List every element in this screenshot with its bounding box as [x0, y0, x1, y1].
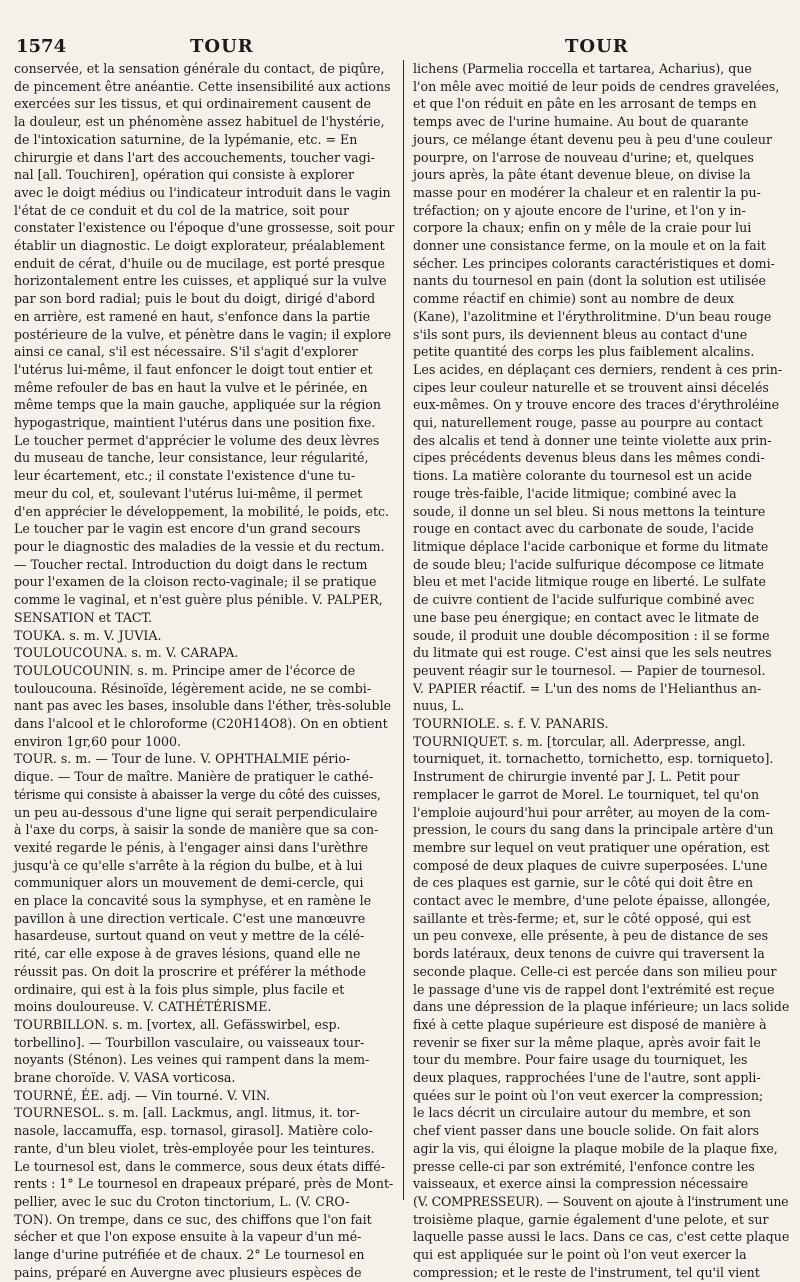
text-line: contact avec le membre, d'une pelote épaisse, allongée,	[413, 893, 771, 909]
text-line: (V. COMPRESSEUR). — Souvent on ajoute à l'instrument une	[413, 1194, 789, 1209]
text-line: ordinaire, qui est à la fois plus simple, plus facile et	[14, 981, 345, 997]
text-line: vaisseaux, et exerce ainsi la compression nécessaire	[413, 1176, 749, 1192]
text-line: rents : 1° Le tournesol en drapeaux préparé, près de Mont-	[14, 1176, 394, 1192]
text-line: vexité regarde le pénis, à l'engager ainsi dans l'urèthre	[14, 839, 369, 855]
text-line: SENSATION et TACT.	[14, 609, 153, 625]
text-line: de ces plaques est garnie, sur le côté qui doit être en	[413, 875, 754, 891]
text-line: rouge en contact avec du carbonate de soude, l'acide	[413, 521, 754, 537]
text-line: TOURNESOL. s. m. [all. Lackmus, angl. litmus, it. tor-	[14, 1105, 360, 1121]
text-line: l'utérus lui-même, il faut enfoncer le doigt tout entier et	[14, 361, 373, 377]
text-line: en place la concavité sous la symphyse, et en ramène le	[14, 893, 372, 909]
text-line: avec le doigt médius ou l'indicateur introduit dans le vagin	[14, 184, 391, 200]
text-line: Instrument de chirurgie inventé par J. L. Petit pour	[413, 769, 740, 785]
text-line: une base peu énergique; en contact avec le litmate de	[413, 609, 760, 625]
text-line: torbellino]. — Tourbillon vasculaire, ou vaisseaux tour-	[14, 1034, 365, 1050]
text-line: à l'axe du corps, à saisir la sonde de manière que sa con-	[14, 822, 379, 838]
text-line: peuvent réagir sur le tournesol. — Papier de tournesol.	[413, 662, 766, 678]
text-line: par son bord radial; puis le bout du doigt, dirigé d'abord	[14, 291, 376, 307]
text-line: soude, il donne un sel bleu. Si nous mettons la teinture	[413, 503, 766, 519]
text-line: brane choroïde. V. VASA vorticosa.	[14, 1070, 236, 1086]
text-line: le passage d'une vis de rappel dont l'extrémité est reçue	[413, 981, 775, 997]
text-line: pression, le cours du sang dans la principale artère d'un	[413, 822, 774, 838]
text-line: saillante et très-ferme; et, sur le côté opposé, qui est	[413, 910, 751, 926]
text-line: constater l'existence ou l'époque d'une grossesse, soit pour	[14, 220, 395, 236]
text-line: d'en apprécier le développement, la mobilité, le poids, etc.	[14, 503, 390, 519]
text-line: du museau de tanche, leur consistance, leur régularité,	[14, 450, 369, 466]
text-line: TOURNIQUET. s. m. [torcular, all. Aderpresse, angl.	[413, 733, 746, 749]
text-line: troisième plaque, garnie également d'une pelote, et sur	[413, 1211, 769, 1227]
text-line: et que l'on réduit en pâte en les arrosant de temps en	[413, 96, 757, 112]
text-line: TOURBILLON. s. m. [vortex, all. Gefässwirbel, esp.	[14, 1016, 341, 1032]
text-line: agir la vis, qui éloigne la plaque mobile de la plaque fixe,	[413, 1140, 778, 1156]
text-line: de soude bleu; l'acide sulfurique décompose ce litmate	[413, 556, 764, 572]
text-line: remplacer le garrot de Morel. Le tourniquet, tel qu'on	[413, 786, 760, 802]
text-line: bleu et met l'acide litmique rouge en liberté. Le sulfate	[413, 574, 766, 590]
text-line: tourniquet, it. tornachetto, tornichetto, esp. torniqueto].	[413, 751, 774, 767]
text-line: pavillon à une direction verticale. C'est une manœuvre	[14, 910, 366, 926]
text-line: horizontalement entre les cuisses, et appliqué sur la vulve	[14, 273, 387, 289]
text-line: jusqu'à ce qu'elle s'arrête à la région du bulbe, et à lui	[14, 857, 363, 873]
text-line: meur du col, et, soulevant l'utérus lui-même, il permet	[14, 485, 363, 501]
text-line: moins douloureuse. V. CATHÉTÉRISME.	[14, 999, 272, 1015]
text-line: Le toucher permet d'apprécier le volume des deux lèvres	[14, 432, 380, 448]
text-line: dans l'alcool et le chloroforme (C20H14O8). On en obtient	[14, 716, 388, 732]
text-line: lange d'urine putréfiée et de chaux. 2° Le tournesol en	[14, 1247, 365, 1263]
text-line: leur écartement, etc.; il constate l'existence d'une tu-	[14, 468, 356, 484]
text-line: rouge très-faible, l'acide litmique; combiné avec la	[413, 485, 737, 501]
text-line: cipes précédents devenus bleus dans les mêmes condi-	[413, 450, 765, 466]
text-line: cipes leur couleur naturelle et se trouvent ainsi décelés	[413, 379, 769, 395]
left-running-head: TOUR	[190, 36, 254, 57]
text-line: petite quantité des corps les plus faiblement alcalins.	[413, 344, 755, 360]
text-line: pourpre, on l'arrose de nouveau d'urine; et, quelques	[413, 149, 754, 165]
text-line: litmique déplace l'acide carbonique et forme du litmate	[413, 538, 769, 554]
text-line: pains, préparé en Auvergne avec plusieurs espèces de	[14, 1264, 362, 1280]
text-line: soude, il produit une double décomposition : il se forme	[413, 627, 770, 643]
text-line: TOURNÉ, ÉE. adj. — Vin tourné. V. VIN.	[14, 1087, 271, 1103]
text-line: ainsi ce canal, s'il est nécessaire. S'il s'agit d'explorer	[14, 344, 358, 360]
text-line: enduit de cérat, d'huile ou de mucilage, est porté presque	[14, 255, 385, 271]
text-line: rité, car elle expose à de graves lésions, quand elle ne	[14, 946, 361, 962]
text-line: dans une dépression de la plaque inférieure; un lacs solide	[413, 999, 790, 1015]
text-line: deux plaques, rapprochées l'une de l'autre, sont appli-	[413, 1070, 761, 1086]
text-line: de l'intoxication saturnine, de la lypémanie, etc. = En	[14, 131, 358, 147]
text-line: rante, d'un bleu violet, très-employée pour les teintures.	[14, 1140, 375, 1156]
text-line: nasole, laccamuffa, esp. tornasol, girasol]. Matière colo-	[14, 1123, 373, 1139]
text-line: le lacs décrit un circulaire autour du membre, et son	[413, 1105, 751, 1121]
text-line: pour le diagnostic des maladies de la vessie et du rectum.	[14, 538, 385, 554]
text-line: TOUKA. s. m. V. JUVIA.	[14, 627, 162, 643]
text-line: des alcalis et tend à donner une teinte violette aux prin-	[413, 432, 772, 448]
text-line: hasardeuse, surtout quand on veut y mettre de la célé-	[14, 928, 365, 944]
text-line: en arrière, est ramené en haut, s'enfonce dans la partie	[14, 308, 371, 324]
text-line: chirurgie et dans l'art des accouchements, toucher vagi-	[14, 149, 375, 165]
text-line: l'on mêle avec moitié de leur poids de cendres gravelées,	[413, 78, 780, 94]
text-line: V. PAPIER réactif. = L'un des noms de l'Helianthus an-	[413, 680, 762, 696]
text-line: (Kane), l'azolitmine et l'érythrolitmine. D'un beau rouge	[413, 308, 772, 324]
text-line: un peu au-dessous d'une ligne qui serait perpendiculaire	[14, 804, 378, 820]
text-line: — Toucher rectal. Introduction du doigt dans le rectum	[14, 556, 368, 572]
text-line: pellier, avec le suc du Croton tinctorium, L. (V. CRO-	[14, 1194, 350, 1209]
text-line: Le tournesol est, dans le commerce, sous deux états diffé-	[14, 1158, 385, 1174]
column-divider	[403, 60, 404, 1200]
text-line: sécher et que l'on expose ensuite à la vapeur d'un mé-	[14, 1229, 362, 1245]
right-column	[413, 60, 795, 1280]
text-line: sécher. Les principes colorants caractéristiques et domi-	[413, 255, 775, 271]
right-running-head: TOUR	[565, 36, 629, 57]
text-line: conservée, et la sensation générale du contact, de piqûre,	[14, 61, 385, 76]
text-line: de pincement être anéantie. Cette insensibilité aux actions	[14, 78, 391, 94]
text-line: TON). On trempe, dans ce suc, des chiffons que l'on fait	[14, 1211, 372, 1227]
text-line: du litmate qui est rouge. C'est ainsi que les sels neutres	[413, 645, 772, 661]
text-line: compression; et le reste de l'instrument, tel qu'il vient	[413, 1264, 760, 1280]
page-header	[0, 34, 800, 60]
text-line: nuus, L.	[413, 698, 465, 714]
text-line: réussit pas. On doit la proscrire et préférer la méthode	[14, 963, 366, 979]
text-line: laquelle passe aussi le lacs. Dans ce cas, c'est cette plaque	[413, 1229, 790, 1245]
text-line: membre sur lequel on veut pratiquer une opération, est	[413, 839, 770, 855]
text-line: dique. — Tour de maître. Manière de pratiquer le cathé-	[14, 769, 374, 785]
text-line: nants du tournesol en pain (dont la solution est utilisée	[413, 273, 766, 289]
text-line: postérieure de la vulve, et pénètre dans le vagin; il explore	[14, 326, 392, 342]
text-line: fixé à cette plaque supérieure est disposé de manière à	[413, 1016, 767, 1032]
text-line: TOULOUCOUNA. s. m. V. CARAPA.	[14, 645, 239, 661]
text-line: hypogastrique, maintient l'utérus dans une position fixe.	[14, 415, 376, 431]
page-number: 1574	[16, 36, 67, 57]
text-line: jours, ce mélange étant devenu peu à peu d'une couleur	[413, 131, 772, 147]
text-line: touloucouna. Résinoïde, légèrement acide, ne se combi-	[14, 680, 372, 696]
text-line: qui, naturellement rouge, passe au pourpre au contact	[413, 415, 763, 431]
text-line: donner une consistance ferme, on la moule et on la fait	[413, 238, 766, 254]
text-line: Le toucher par le vagin est encore d'un grand secours	[14, 521, 361, 537]
text-line: TOULOUCOUNIN. s. m. Principe amer de l'écorce de	[14, 662, 356, 678]
text-line: TOURNIOLE. s. f. V. PANARIS.	[413, 716, 609, 732]
text-line: comme le vaginal, et n'est guère plus pénible. V. PALPER,	[14, 592, 383, 608]
text-line: même temps que la main gauche, appliquée sur la région	[14, 397, 382, 413]
text-line: même refouler de bas en haut la vulve et le périnée, en	[14, 379, 368, 395]
text-line: établir un diagnostic. Le doigt explorateur, préalablement	[14, 238, 385, 254]
text-line: TOUR. s. m. — Tour de lune. V. OPHTHALMIE pério-	[14, 751, 351, 767]
text-line: communiquer alors un mouvement de demi-cercle, qui	[14, 875, 364, 891]
text-line: l'emploie aujourd'hui pour arrêter, au moyen de la com-	[413, 804, 770, 820]
text-line: térisme qui consiste à abaisser la verge du côté des cuisses,	[14, 786, 381, 802]
text-line: corpore la chaux; enfin on y mêle de la craie pour lui	[413, 220, 752, 236]
left-column	[14, 60, 396, 1280]
text-line: tions. La matière colorante du tournesol est un acide	[413, 468, 752, 484]
text-line: revenir se fixer sur la même plaque, après avoir fait le	[413, 1034, 761, 1050]
text-line: exercées sur les tissus, et qui ordinairement causent de	[14, 96, 371, 112]
text-line: seconde plaque. Celle-ci est percée dans son milieu pour	[413, 963, 777, 979]
text-line: l'état de ce conduit et du col de la matrice, soit pour	[14, 202, 350, 218]
text-line: presse celle-ci par son extrémité, l'enfonce contre les	[413, 1158, 755, 1174]
text-line: temps avec de l'urine humaine. Au bout de quarante	[413, 114, 749, 130]
text-line: Les acides, en déplaçant ces derniers, rendent à ces prin-	[413, 361, 783, 377]
text-line: qui est appliquée sur le point où l'on veut exercer la	[413, 1247, 747, 1263]
text-line: noyants (Sténon). Les veines qui rampent dans la mem-	[14, 1052, 370, 1068]
text-line: masse pour en modérer la chaleur et en ralentir la pu-	[413, 184, 761, 200]
text-line: chef vient passer dans une boucle solide. On fait alors	[413, 1123, 760, 1139]
text-line: eux-mêmes. On y trouve encore des traces d'érythroléine	[413, 397, 780, 413]
text-line: de cuivre contient de l'acide sulfurique combiné avec	[413, 592, 755, 608]
text-line: s'ils sont purs, ils deviennent bleus au contact d'une	[413, 326, 748, 342]
text-line: pour l'examen de la cloison recto-vaginale; il se pratique	[14, 574, 377, 590]
text-line: bords latéraux, deux tenons de cuivre qui traversent la	[413, 946, 765, 962]
text-line: environ 1gr,60 pour 1000.	[14, 733, 181, 749]
text-line: jours après, la pâte étant devenue bleue, on divise la	[413, 167, 751, 183]
text-line: nant pas avec les bases, insoluble dans l'éther, très-soluble	[14, 698, 392, 714]
text-line: un peu convexe, elle présente, à peu de distance de ses	[413, 928, 769, 944]
text-line: comme réactif en chimie) sont au nombre de deux	[413, 291, 735, 307]
text-line: lichens (Parmelia roccella et tartarea, Acharius), que	[413, 61, 752, 76]
text-line: la douleur, est un phénomène assez habituel de l'hystérie,	[14, 114, 385, 130]
text-line: composé de deux plaques de cuivre superposées. L'une	[413, 857, 768, 873]
text-line: tour du membre. Pour faire usage du tourniquet, les	[413, 1052, 748, 1068]
text-line: tréfaction; on y ajoute encore de l'urine, et l'on y in-	[413, 202, 746, 218]
text-line: quées sur le point où l'on veut exercer la compression;	[413, 1087, 764, 1103]
text-line: nal [all. Touchiren], opération qui consiste à explorer	[14, 167, 355, 183]
